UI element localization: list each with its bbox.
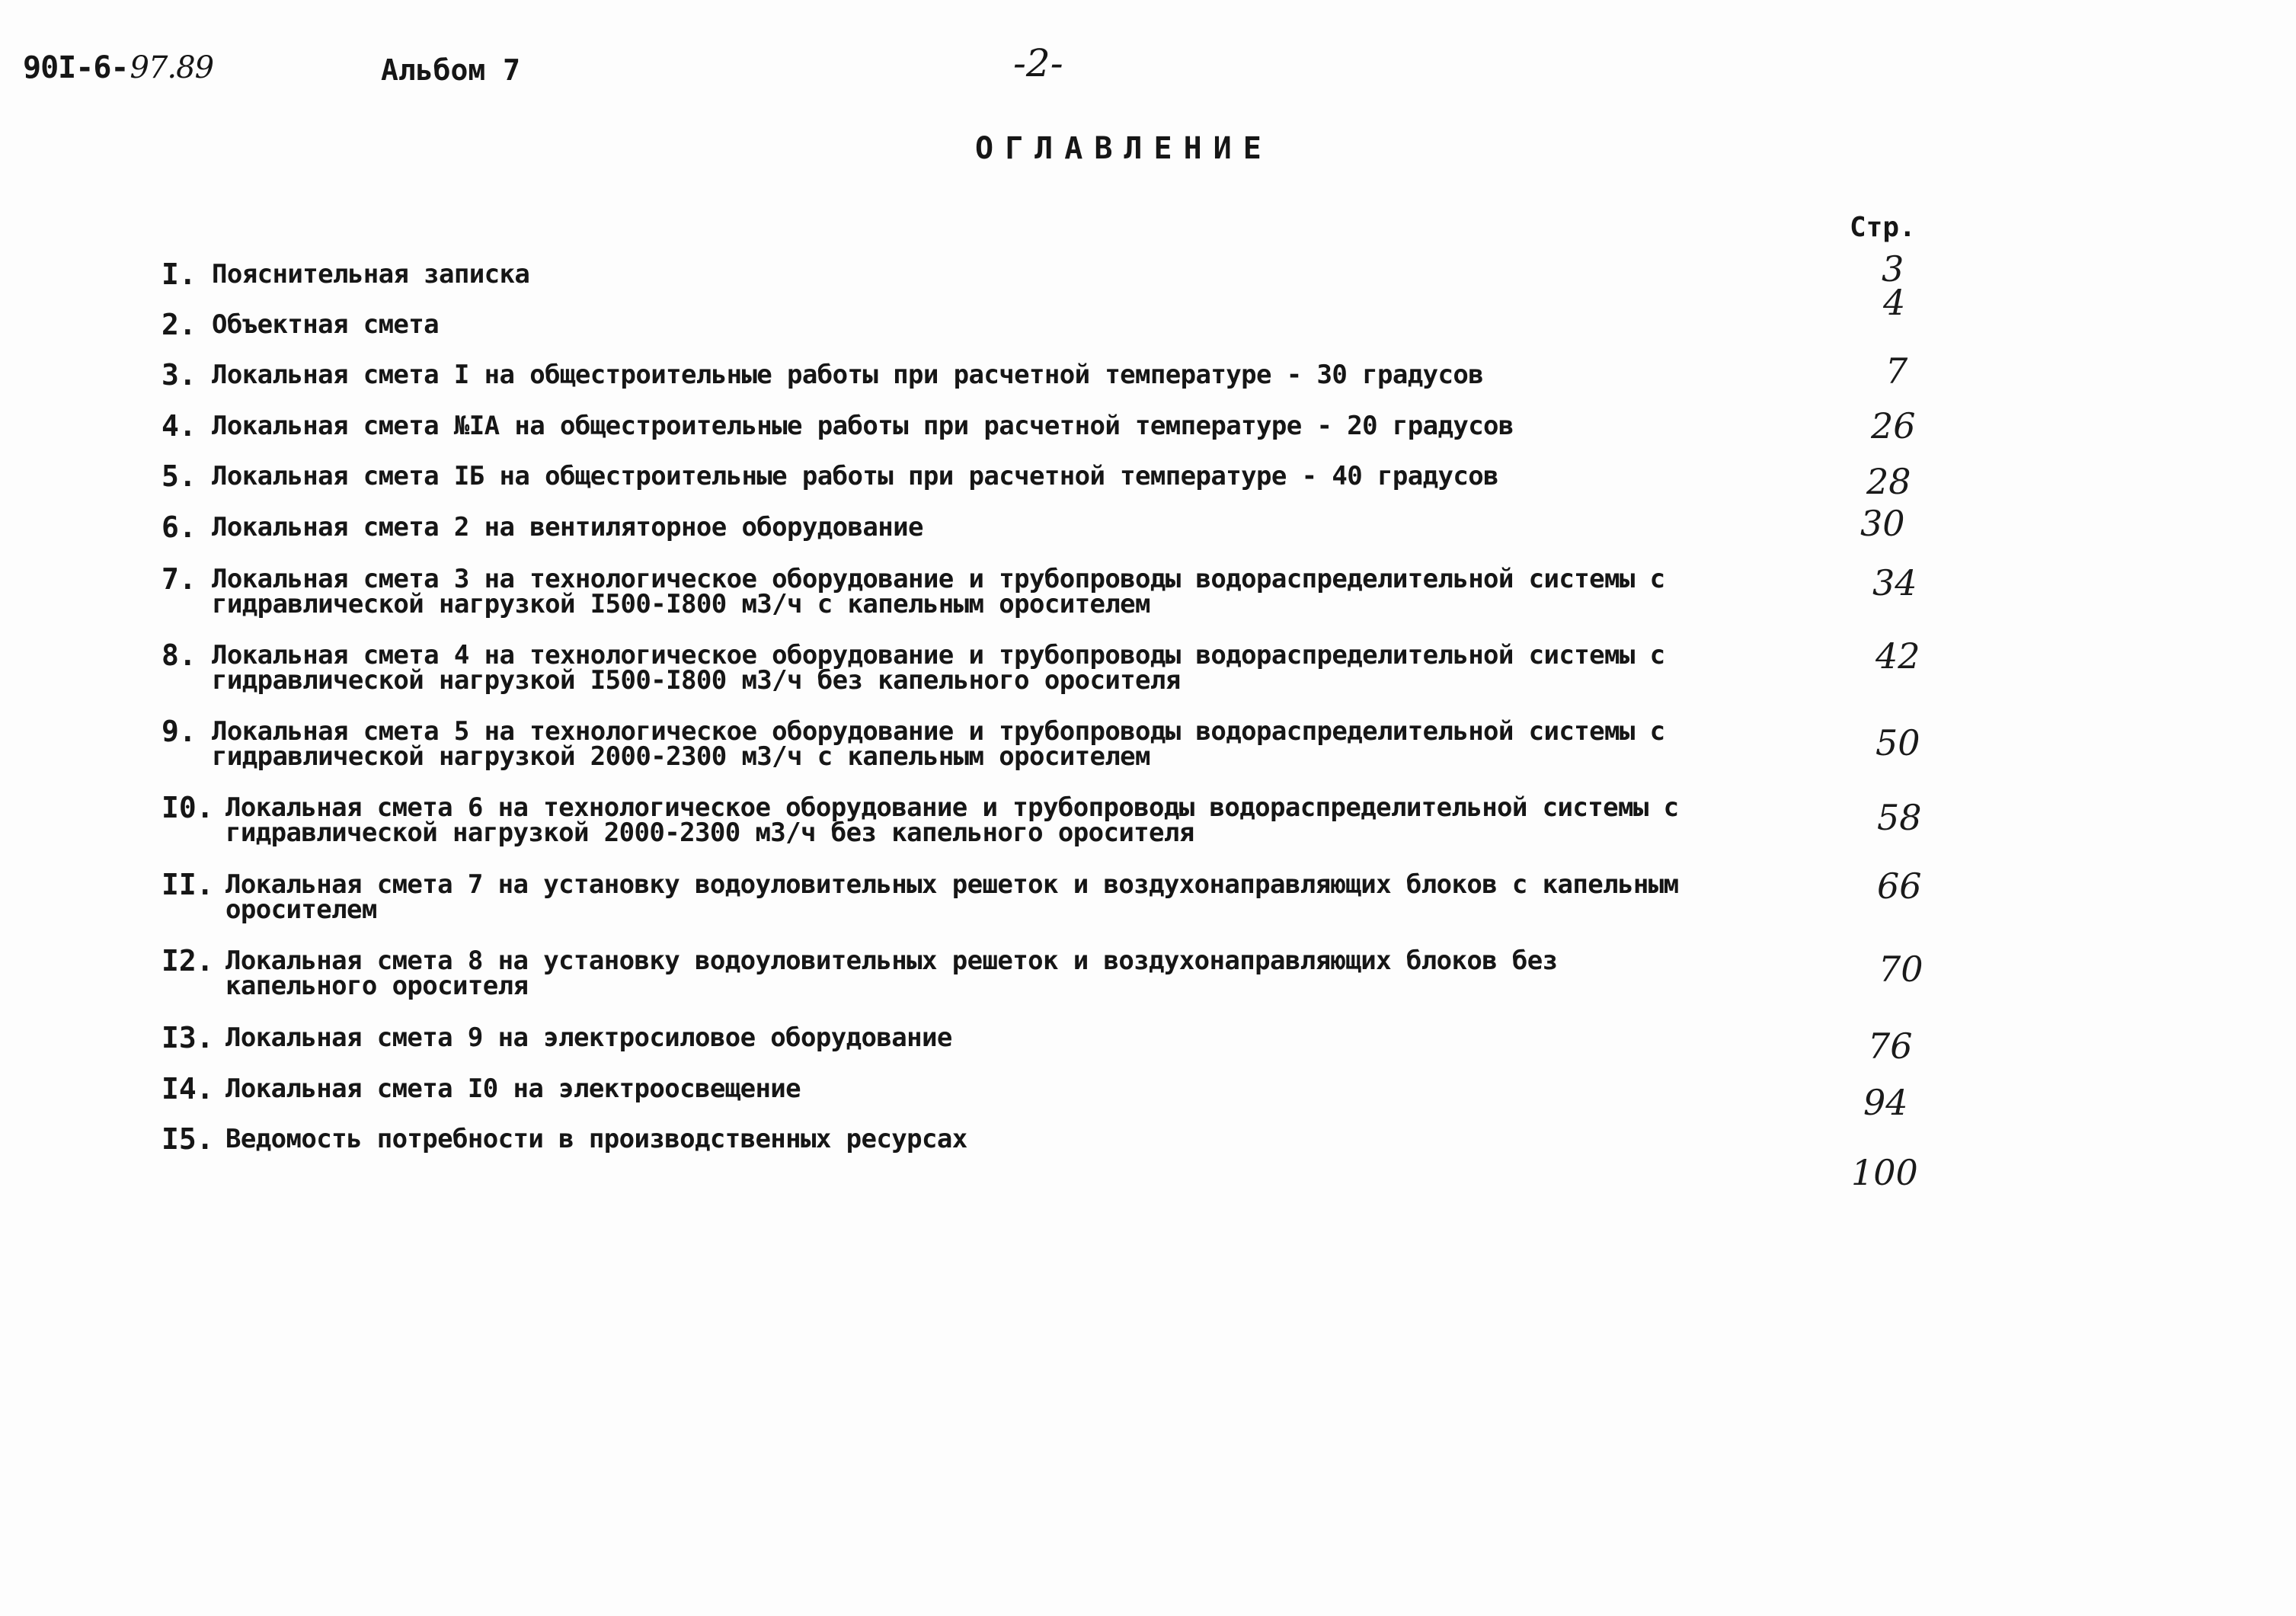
toc-item-text: Пояснительная записка bbox=[212, 259, 530, 290]
toc-item-page: 34 bbox=[1872, 562, 1917, 603]
toc-item-page: 94 bbox=[1863, 1082, 1908, 1123]
toc-item bbox=[161, 459, 1708, 493]
toc-item-number: 8. bbox=[161, 638, 197, 672]
toc-item bbox=[161, 1021, 1708, 1054]
toc-item-text: Объектная смета bbox=[212, 309, 440, 340]
toc-item-number: I3. bbox=[161, 1021, 214, 1054]
toc-item bbox=[161, 308, 1708, 341]
toc-item-page: 30 bbox=[1860, 503, 1905, 544]
toc-item-number: I5. bbox=[161, 1122, 214, 1156]
album-label: Альбом 7 bbox=[381, 53, 521, 87]
page-column-label: Стр. bbox=[1850, 212, 1916, 243]
toc-item-page: 50 bbox=[1875, 722, 1920, 763]
toc-item-number: II. bbox=[161, 868, 214, 901]
toc-item-text: Ведомость потребности в производственных ресурсах bbox=[225, 1124, 967, 1154]
toc-item bbox=[161, 258, 1708, 291]
toc-item-number: 2. bbox=[161, 308, 197, 341]
toc-item bbox=[161, 638, 1708, 696]
toc-item-text: Локальная смета 8 на установку водоуловительных решеток и воздухонаправляющих блоков без капельного оросителя bbox=[225, 946, 1558, 1001]
toc-item-page: 66 bbox=[1877, 866, 1922, 907]
toc-item-page: 100 bbox=[1851, 1152, 1918, 1193]
toc-item bbox=[161, 715, 1708, 772]
toc-item-text: Локальная смета №IA на общестроительные работы при расчетной температуре - 20 градусов bbox=[212, 411, 1514, 441]
toc-item-number: 6. bbox=[161, 510, 197, 544]
toc-item-number: 3. bbox=[161, 358, 197, 392]
toc-item-number: 9. bbox=[161, 715, 197, 748]
toc-item-text: Локальная смета I на общестроительные работы при расчетной температуре - 30 градусов bbox=[212, 360, 1484, 390]
toc-item-text: Локальная смета 6 на технологическое оборудование и трубопроводы водораспределительной системы с гидравлической нагрузкой 2000-2300 м3/ч без капельного оросителя bbox=[225, 792, 1679, 848]
toc-item bbox=[161, 562, 1708, 619]
toc-item bbox=[161, 868, 1708, 925]
toc-item bbox=[161, 791, 1708, 848]
toc-item-page: 4 bbox=[1883, 282, 1906, 323]
toc-item-page: 26 bbox=[1871, 405, 1916, 446]
toc-item-number: I. bbox=[161, 258, 197, 291]
document-code-handwritten: 97.89 bbox=[130, 50, 214, 85]
toc-item-page: 70 bbox=[1879, 949, 1923, 990]
toc-item-text: Локальная смета I0 на электроосвещение bbox=[225, 1074, 801, 1104]
toc-item bbox=[161, 1122, 1708, 1156]
toc-item-page: 42 bbox=[1875, 635, 1920, 677]
document-code-printed: 90I-6- bbox=[23, 50, 129, 85]
toc-item-text: Локальная смета 5 на технологическое оборудование и трубопроводы водораспределительной системы с гидравлической нагрузкой 2000-2300 м3/ч с капельным оросителем bbox=[212, 716, 1665, 772]
toc-item-number: 4. bbox=[161, 409, 197, 443]
toc-item bbox=[161, 409, 1708, 443]
toc-item bbox=[161, 1072, 1708, 1106]
toc-item bbox=[161, 358, 1708, 392]
toc-item-number: 5. bbox=[161, 459, 197, 493]
toc-item-text: Локальная смета 9 на электросиловое оборудование bbox=[225, 1022, 952, 1053]
toc-item-page: 76 bbox=[1868, 1026, 1913, 1067]
toc-item-number: I2. bbox=[161, 944, 214, 978]
page-number: -2- bbox=[1013, 41, 1063, 85]
toc-item-text: Локальная смета 3 на технологическое оборудование и трубопроводы водораспределительной системы с гидравлической нагрузкой I500-I800 м3/ч с капельным оросителем bbox=[212, 564, 1665, 619]
toc-item-page: 7 bbox=[1885, 350, 1908, 392]
toc-item-page: 28 bbox=[1866, 461, 1911, 502]
toc-item-page: 3 bbox=[1882, 248, 1904, 290]
toc-item-text: Локальная смета 4 на технологическое оборудование и трубопроводы водораспределительной системы с гидравлической нагрузкой I500-I800 м3/ч без капельного оросителя bbox=[212, 640, 1665, 696]
toc-item-text: Локальная смета 2 на вентиляторное оборудование bbox=[212, 512, 923, 542]
toc-item-number: I4. bbox=[161, 1072, 214, 1106]
toc-item-number: 7. bbox=[161, 562, 197, 596]
toc-item-page: 58 bbox=[1877, 797, 1922, 838]
toc-item bbox=[161, 510, 1708, 544]
toc-item-number: I0. bbox=[161, 791, 214, 824]
toc-item-text: Локальная смета IБ на общестроительные работы при расчетной температуре - 40 градусов bbox=[212, 461, 1498, 491]
toc-item bbox=[161, 944, 1708, 1001]
page-title: ОГЛАВЛЕНИЕ bbox=[975, 131, 1273, 166]
toc-item-text: Локальная смета 7 на установку водоуловительных решеток и воздухонаправляющих блоков с капельным оросителем bbox=[225, 869, 1679, 925]
